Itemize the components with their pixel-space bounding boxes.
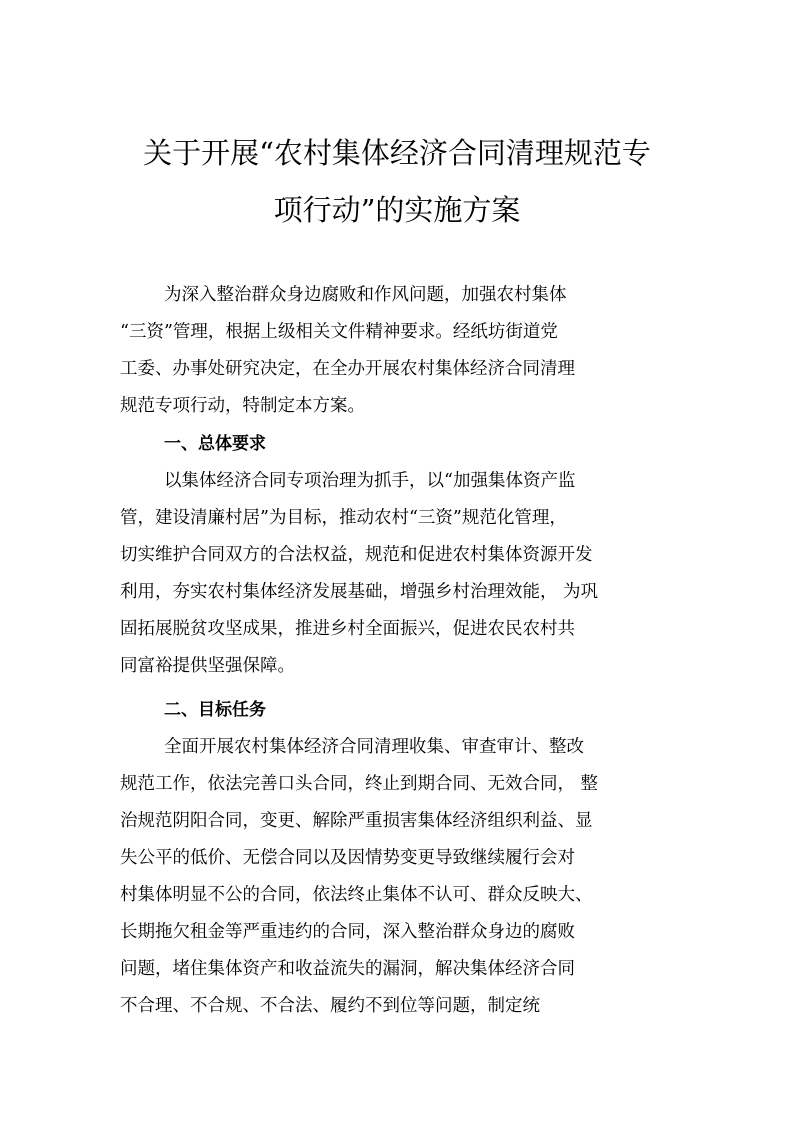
section-2-line: 问题，堵住集体资产和收益流失的漏洞，解决集体经济合同 <box>120 959 575 979</box>
section-1-heading: 一、总体要求 <box>164 434 266 454</box>
section-2-line: 治规范阴阳合同，变更、解除严重损害集体经济组织利益、显 <box>120 811 593 831</box>
section-1-line: 管，建设清廉村居”为目标，推动农村“三资”规范化管理， <box>120 508 567 528</box>
section-2-line: 村集体明显不公的合同，依法终止集体不认可、群众反映大、 <box>120 885 593 905</box>
section-1-line: 固拓展脱贫攻坚成果，推进乡村全面振兴，促进农民农村共 <box>120 619 575 639</box>
section-1-line: 同富裕提供坚强保障。 <box>120 656 295 676</box>
section-2-line: 全面开展农村集体经济合同清理收集、审查审计、整改 <box>164 737 584 757</box>
intro-line: 规范专项行动，特制定本方案。 <box>120 396 365 416</box>
intro-line: “三资”管理，根据上级相关文件精神要求。经纸坊街道党 <box>120 322 558 342</box>
document-title-line-2: 项行动”的实施方案 <box>273 193 521 227</box>
intro-line: 工委、办事处研究决定，在全办开展农村集体经济合同清理 <box>120 359 575 379</box>
section-2-line: 规范工作，依法完善口头合同，终止到期合同、无效合同， 整 <box>120 774 599 794</box>
section-1-line: 切实维护合同双方的合法权益，规范和促进农村集体资源开发 <box>120 545 593 565</box>
section-2-heading: 二、目标任务 <box>164 700 266 720</box>
document-title-line-1: 关于开展“农村集体经济合同清理规范专 <box>143 136 651 170</box>
section-1-line: 以集体经济合同专项治理为抓手，以“加强集体资产监 <box>164 471 576 491</box>
section-2-line: 失公平的低价、无偿合同以及因情势变更导致继续履行会对 <box>120 848 575 868</box>
section-2-line: 不合理、不合规、不合法、履约不到位等问题，制定统 <box>120 996 540 1016</box>
section-1-line: 利用，夯实农村集体经济发展基础，增强乡村治理效能， 为巩 <box>120 582 599 602</box>
intro-line: 为深入整治群众身边腐败和作风问题，加强农村集体 <box>164 285 567 305</box>
section-2-line: 长期拖欠租金等严重违约的合同，深入整治群众身边的腐败 <box>120 922 575 942</box>
